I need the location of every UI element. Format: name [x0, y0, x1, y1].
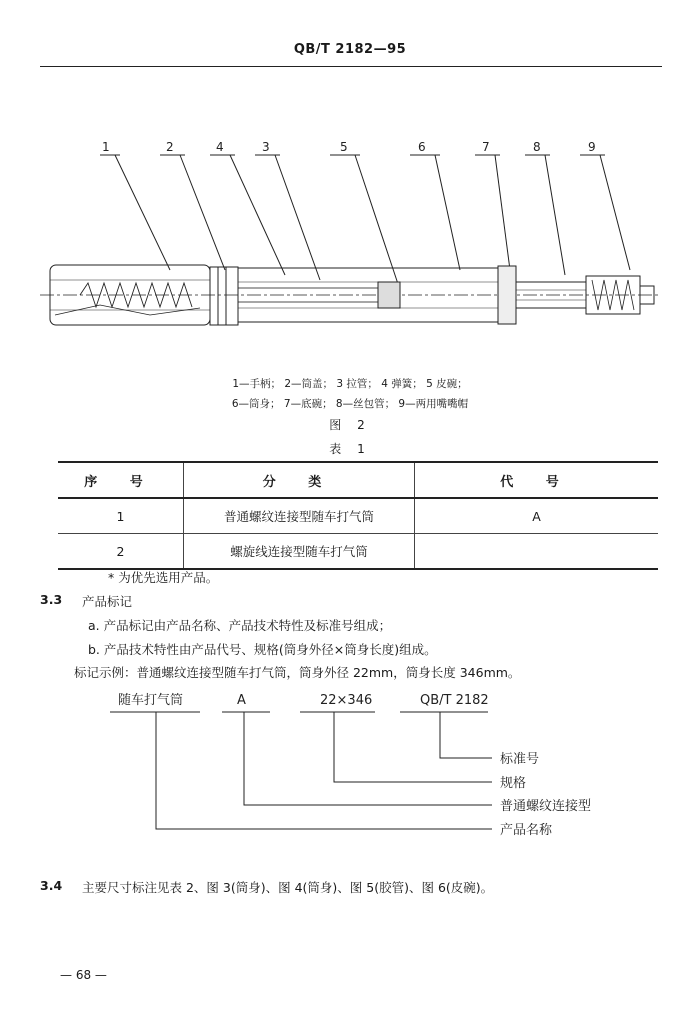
cell-code	[415, 534, 659, 570]
figure-legend-line-1: 1—手柄； 2—筒盖； 3 拉管； 4 弹簧； 5 皮碗；	[232, 378, 468, 390]
marking-diagram	[0, 688, 700, 848]
table-row	[58, 498, 658, 534]
callout-3: 3	[262, 140, 270, 154]
callout-1: 1	[102, 140, 110, 154]
callout-7: 7	[482, 140, 490, 154]
marking-standard: QB/T 2182	[420, 693, 489, 708]
pump-assembly-drawing	[40, 130, 660, 340]
section-title: 产品标记	[82, 594, 133, 609]
page-number: — 68 —	[60, 968, 107, 982]
table-header-row	[58, 462, 658, 498]
cell-category: 普通螺纹连接型随车打气筒	[184, 498, 415, 534]
document-code: QB/T 2182—95	[293, 42, 407, 57]
callout-9: 9	[588, 140, 596, 154]
item-a: a. 产品标记由产品名称、产品技术特性及标准号组成；	[88, 618, 392, 633]
marking-spec: 22×346	[320, 693, 373, 708]
marking-name: 随车打气筒	[118, 693, 184, 708]
header-code: 代 号	[415, 462, 659, 498]
label-type: 普通螺纹连接型	[500, 799, 592, 814]
cell-category: 螺旋线连接型随车打气筒	[184, 534, 415, 570]
marking-code: A	[237, 693, 246, 708]
callout-5: 5	[340, 140, 348, 154]
label-standard: 标准号	[500, 752, 540, 767]
table-footnote: * 为优先选用产品。	[108, 570, 219, 585]
item-b: b. 产品技术特性由产品代号、规格(筒身外径×筒身长度)组成。	[88, 642, 437, 657]
callout-8: 8	[533, 140, 541, 154]
figure-legend-line-2: 6—筒身； 7—底碗； 8—丝包管； 9—两用嘴嘴帽	[231, 398, 469, 410]
cell-serial: 1	[58, 498, 184, 534]
figure-caption: 图 2	[329, 418, 371, 432]
callout-2: 2	[166, 140, 174, 154]
marking-example: 标记示例：普通螺纹连接型随车打气筒，筒身外径 22mm，筒身长度 346mm。	[74, 665, 521, 680]
callout-6: 6	[418, 140, 426, 154]
table-caption: 表 1	[329, 442, 371, 456]
label-name: 产品名称	[500, 823, 553, 838]
label-spec: 规格	[500, 776, 527, 791]
cell-serial: 2	[58, 534, 184, 570]
classification-table	[58, 461, 658, 570]
header-rule	[40, 66, 662, 67]
callout-4: 4	[216, 140, 224, 154]
section-text: 主要尺寸标注见表 2、图 3(筒身)、图 4(筒身)、图 5(胶管)、图 6(皮碗)。	[82, 880, 494, 895]
section-number: 3.3	[40, 592, 63, 607]
section-number: 3.4	[40, 878, 63, 893]
table-row	[58, 534, 658, 570]
header-category: 分 类	[184, 462, 415, 498]
cell-code: A	[415, 498, 659, 534]
callout-leaders	[100, 155, 630, 290]
header-serial: 序 号	[58, 462, 184, 498]
